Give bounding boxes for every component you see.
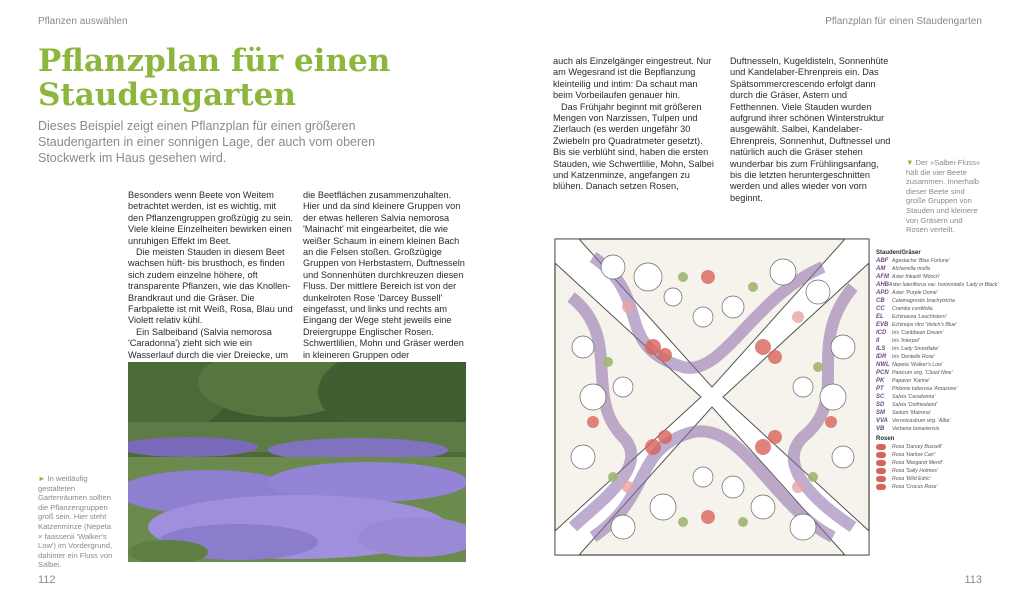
legend-plant-name: Verbena bonariensis [892,426,940,432]
rose-swatch-icon [876,444,886,450]
legend-plant-name: Papaver 'Karine' [892,378,930,384]
legend-row [876,459,994,467]
legend-code: II [876,338,880,344]
legend-row [876,475,994,483]
legend-code: AM [876,266,886,272]
legend-plant-name: Iris 'Lady Snowflake' [892,346,939,352]
page-title [38,44,458,112]
legend-row [876,377,994,385]
legend-row [876,385,994,393]
legend-row [876,353,994,361]
legend-plant-name: Aster 'Purple Dome' [892,290,938,296]
legend-row [876,289,994,297]
legend-row [876,257,994,265]
legend-row [876,297,994,305]
legend-plant-name: Rosa 'Wild Edric' [892,476,931,482]
legend-plant-name: Panicum virg. 'Cloud Nine' [892,370,953,376]
legend-stauden-title: Stauden/Gräser [876,250,921,256]
legend-code: CB [876,298,885,304]
legend-row [876,329,994,337]
legend-plant-name: Veronicastrum virg. 'Alba' [892,418,951,424]
page-title-line-1: Pflanzplan für einen [38,43,391,79]
legend-code: CC [876,306,885,312]
text-column-2 [303,190,466,361]
legend-plant-name: Aster lateriflorus var. horizontalis 'Lady in Black' [889,282,999,288]
text-column-4 [730,56,892,204]
legend-plant-name: Phlomis tuberosa 'Amazone' [892,386,958,392]
legend-code: NWL [876,362,890,368]
text-column-1 [128,190,293,361]
legend-plant-name: Echinacea 'Leuchtstern' [892,314,947,320]
legend-code: VVA [876,418,888,424]
rose-swatch-icon [876,468,886,474]
legend-row [876,265,994,273]
running-head-left: Pflanzen auswählen [38,16,128,27]
column-1-paragraph-3: Ein Salbeiband (Salvia nemorosa 'Caradonna') zieht sich wie ein Wasserlauf durch die vier Dreiecke, um [128,326,288,360]
legend-plant-name: Iris 'Dentelle Rose' [892,354,935,360]
legend-code: SC [876,394,885,400]
legend-row [876,393,994,401]
legend-code: AHB [876,282,889,288]
legend-code: PCN [876,370,889,376]
legend-row [876,321,994,329]
legend-row [876,305,994,313]
legend-row [876,417,994,425]
legend-rosen-list [876,443,994,491]
text-column-3 [553,56,715,193]
legend-plant-name: Nepeta 'Walker's Low' [892,362,943,368]
legend-code: ABF [876,258,889,264]
legend-code: EL [876,314,884,320]
caption-plan [906,158,986,235]
column-4-paragraph-1: Duftnesseln, Kugeldisteln, Sonnenhüte und Kandelaber-Ehrenpreis ein. Das Spätsommercrescendo erfolgt dann durch die Gräser, Astern und Fetthennen. Viele Stauden wurden aufgrund ihrer schönen Winterstruktur ausgewählt. Salbei, Kandelaber-Ehrenpreis, Sonnenhut, Duftnessel und natürlich auch die Gräser stehen wunderbar bis zum Frühlingsanfang, bis die letzten heruntergeschnitten werden und alles wieder von vorn beginnt. [730,56,891,203]
legend-plant-name: Calamagrostis brachytricha [892,298,955,304]
column-1-paragraph-2: Die meisten Stauden in diesem Beet wachsen hüft- bis brusthoch, es finden sich zudem einzelne höhere, oft transparente Pflanzen, wie das Knollen-Brandkraut und die Gräser. Die Farbpalette ist mit Weiß, Rosa, Blau und Violett relativ kühl. [128,247,293,326]
column-2-paragraph-1: die Beetflächen zusammenzuhalten. Hier und da sind kleinere Gruppen von der etwas helleren Salvia nemorosa 'Mainacht' mit eingearbeitet, die wie weißer Schaum in einem kleinen Bach an die Felsen stoßen. Großzügige Gruppen von Herbstastern, Duftnesseln und Sonnenhüten durchkreuzen diesen Fluss. Der mittlere Bereich ist von der dunkelroten Rose 'Darcey Bussell' eingefasst, und links und rechts am Eingang der Wege steht jeweils eine Dreiergruppe Englischer Rosen. Schwertlilien, Mohn und Gräser werden in kleineren Gruppen oder [303,190,465,360]
legend-row [876,273,994,281]
legend-rosen-title: Rosen [876,436,895,442]
rose-swatch-icon [876,476,886,482]
planting-plan-drawing [553,237,871,557]
legend-row [876,451,994,459]
legend-plant-name: Rosa 'Sally Holmes' [892,468,938,474]
legend-row [876,337,994,345]
legend-code: PT [876,386,884,392]
page-number-right: 113 [964,574,982,586]
legend-row [876,361,994,369]
legend-row [876,281,999,289]
legend-row [876,483,994,491]
legend-code: ILS [876,346,886,352]
planting-plan [553,237,871,557]
plant-legend [876,250,999,491]
legend-code: SM [876,410,885,416]
legend-row [876,369,994,377]
legend-row [876,313,994,321]
legend-plant-name: Rosa 'Margaret Merril' [892,460,943,466]
legend-row [876,401,994,409]
legend-plant-name: Aster frikartii 'Mönch' [892,274,940,280]
legend-code: VB [876,426,885,432]
legend-row [876,443,994,451]
legend-plant-name: Iris 'Interpol' [892,338,920,344]
legend-code: AFM [876,274,889,280]
caption-photo-text: In weitläufig gestalteten Gartenräumen sollten die Pflanzengruppen groß sein. Hier steht Katzenminze (Nepeta × faassenii 'Walker's Low') im Vordergrund, dahinter ein Fluss von Salbei. [38,474,113,570]
rose-swatch-icon [876,452,886,458]
garden-photo [128,362,466,562]
legend-plant-name: Crambe cordifolia [892,306,933,312]
legend-plant-name: Alchemilla mollis [892,266,931,272]
legend-row [876,409,994,417]
column-3-paragraph-1: auch als Einzelgänger eingestreut. Nur am Wegesrand ist die Bepflanzung kleinteilig und intim: Da schaut man beim Vorbeilaufen genauer hin. [553,56,712,101]
page-title-line-2: Staudengarten [38,77,296,113]
legend-code: IDR [876,354,887,360]
legend-row [876,345,994,353]
rose-swatch-icon [876,460,886,466]
legend-code: ICD [876,330,887,336]
caption-photo [38,474,116,570]
legend-plant-name: Sedum 'Matrona' [892,410,931,416]
caption-triangle-icon: ► [38,474,46,483]
legend-plant-name: Rosa 'Harlow Carr' [892,452,936,458]
legend-plant-name: Iris 'Caribbean Dream' [892,330,944,336]
legend-row [876,425,994,433]
garden-photo-image [128,362,466,562]
caption-triangle-down-icon: ▼ [906,158,914,167]
column-1-paragraph-1: Besonders wenn Beete von Weitem betrachtet werden, ist es wichtig, mit den Pflanzengruppen großzügig zu sein. Viele kleine Einzelheiten bewirken einen unruhigen Effekt im Beet. [128,190,293,246]
lead-paragraph: Dieses Beispiel zeigt einen Pflanzplan für einen größeren Staudengarten in einer sonnigen Lage, der auch vom oberen Stockwerk im Haus gesehen wird. [38,119,376,165]
rose-swatch-icon [876,484,886,490]
legend-code: APD [876,290,889,296]
legend-plant-name: Rosa 'Darcey Bussell' [892,444,943,450]
legend-plant-name: Salvia 'Caradonna' [892,394,936,400]
legend-plant-name: Salvia 'Ostfriesland' [892,402,938,408]
legend-plant-name: Rosa 'Crocus Rose' [892,484,938,490]
legend-stauden-list [876,257,999,433]
legend-code: EVB [876,322,889,328]
page-number-left: 112 [38,574,56,586]
legend-plant-name: Agastache 'Blue Fortune' [892,258,950,264]
legend-row [876,467,994,475]
legend-code: SD [876,402,885,408]
column-3-paragraph-2: Das Frühjahr beginnt mit größeren Mengen von Narzissen, Tulpen und Zierlauch (es werden ungefähr 30 Zwiebeln pro Quadratmeter gesetzt). Bis sie verblüht sind, haben die ersten Stauden, wie Schwertlilie, Mohn, Salbei und Katzenminze, angefangen zu blühen. Danach setzen Rosen, [553,101,714,192]
legend-plant-name: Echinops ritro 'Veitch's Blue' [892,322,957,328]
legend-code: PK [876,378,885,384]
caption-plan-text: Der »Salbei-Fluss« hält die vier Beete zusammen. Innerhalb dieser Beete sind große Gruppen von Stauden und kleinere von Gräsern und Rosen verteilt. [906,158,981,235]
running-head-right: Pflanzplan für einen Staudengarten [825,16,982,27]
